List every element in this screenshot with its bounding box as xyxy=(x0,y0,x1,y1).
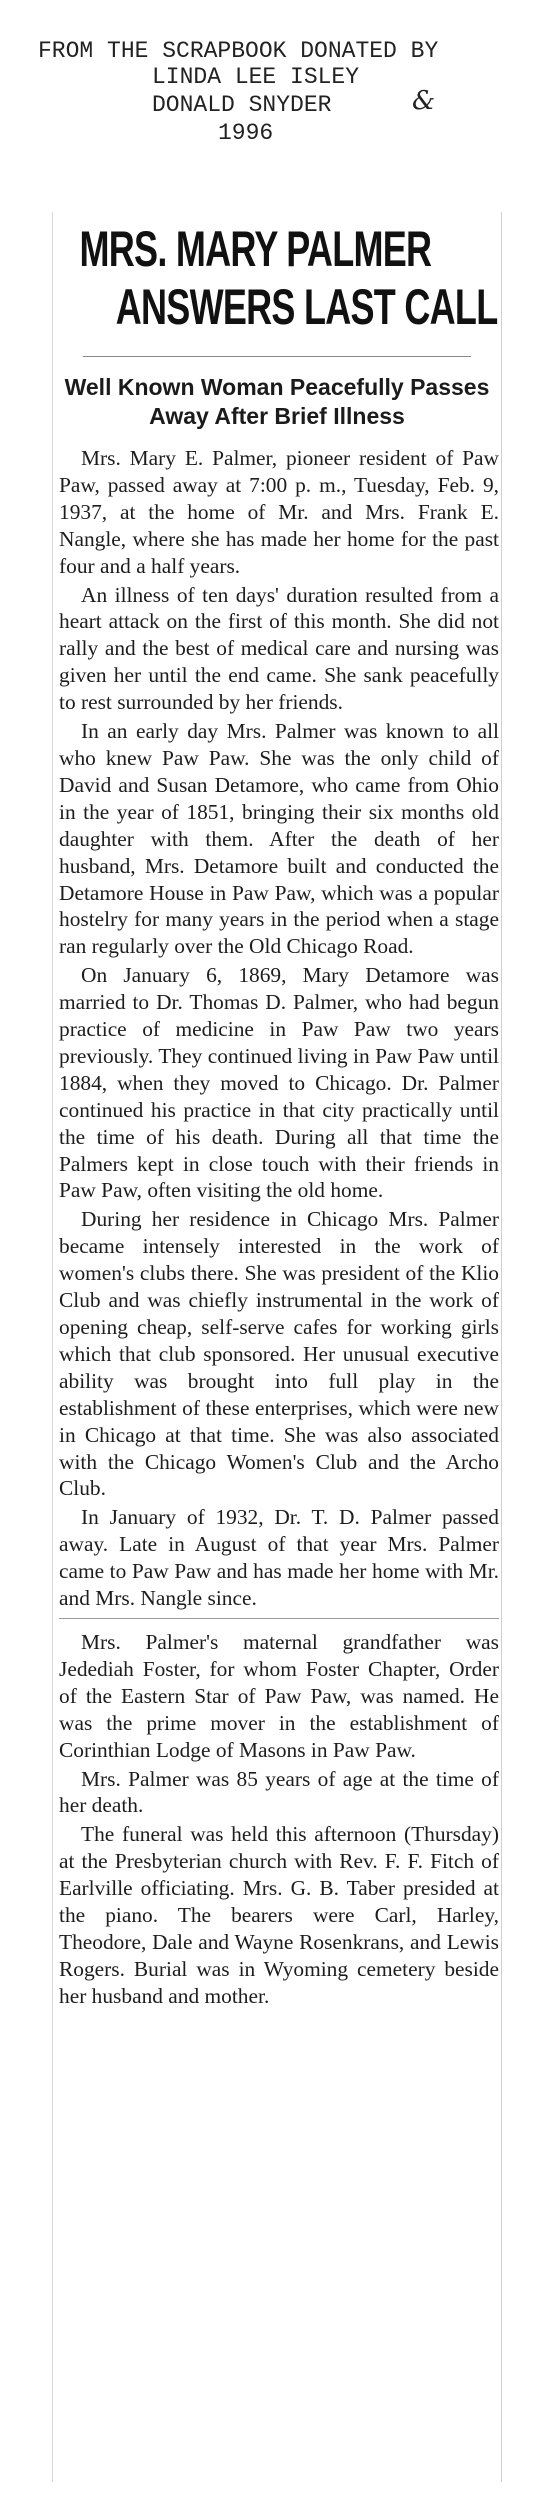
headline xyxy=(79,220,498,336)
header-line-donor-2: DONALD SNYDER xyxy=(152,92,332,118)
paragraph: On January 6, 1869, Mary Detamore was married to Dr. Thomas D. Palmer, who had begun practice of medicine in Paw Paw two years previously. They continued living in Paw Paw until 1884, when they moved to Chicago. Dr. Palmer continued his practice in that city practically until the time of his death. During all that time the Palmers kept in close touch with their friends in Paw Paw, often visiting the old home. xyxy=(59,963,499,1203)
paragraph: During her residence in Chicago Mrs. Palmer became intensely interested in the work of women's clubs there. She was president of the Klio Club and was chiefly instrumental in the work of opening cheap, self-serve cafes for working girls which that club sponsored. Her unusual executive ability was brought into full play in the establishment of these enterprises, which were new in Chicago at that time. She was also associated with the Chicago Women's Club and the Archo Club. xyxy=(59,1207,499,1501)
header-line-year: 1996 xyxy=(218,120,274,146)
headline-line-2: ANSWERS LAST CALL xyxy=(115,279,498,335)
paragraph: Mrs. Palmer's maternal grandfather was Jedediah Foster, for whom Foster Chapter, Order of the Eastern Star of Paw Paw, was named. He was the prime mover in the establishment of Corinthian Lodge of Masons in Paw Paw. xyxy=(59,1629,499,1762)
column-divider xyxy=(59,1618,499,1619)
subheadline: Well Known Woman Peacefully Passes Away After Brief Illness xyxy=(64,374,490,429)
handwritten-mark: & xyxy=(412,86,436,116)
paragraph: In January of 1932, Dr. T. D. Palmer passed away. Late in August of that year Mrs. Palmer came to Paw Paw and has made her home with Mr. and Mrs. Nangle since. xyxy=(59,1505,499,1611)
scrapbook-header xyxy=(0,0,543,175)
paragraph: An illness of ten days' duration resulted from a heart attack on the first of this month. She did not rally and the best of medical care and nursing was given her until the end came. She sank peacefully to rest surrounded by her friends. xyxy=(59,582,499,715)
headline-rule xyxy=(83,356,471,357)
paragraph: Mrs. Mary E. Palmer, pioneer resident of Paw Paw, passed away at 7:00 p. m., Tuesday, Feb. 9, 1937, at the home of Mr. and Mrs. Frank E. Nangle, where she has made her home for the past four and a half years. xyxy=(59,446,499,578)
paragraph: The funeral was held this afternoon (Thursday) at the Presbyterian church with Rev. F. F. Fitch of Earlville officiating. Mrs. G. B. Taber presided at the piano. The bearers were Carl, Harley, Theodore, Dale and Wayne Rosenkrans, and Lewis Rogers. Burial was in Wyoming cemetery beside her husband and mother. xyxy=(59,1822,499,2008)
header-line-donor-1: LINDA LEE ISLEY xyxy=(152,64,360,90)
headline-line-1: MRS. MARY PALMER xyxy=(79,221,432,277)
header-line-donated: FROM THE SCRAPBOOK DONATED BY xyxy=(38,38,439,64)
article-body xyxy=(53,445,501,2010)
paragraph: Mrs. Palmer was 85 years of age at the time of her death. xyxy=(59,1766,499,1818)
newspaper-clipping xyxy=(52,212,502,2482)
paragraph: In an early day Mrs. Palmer was known to all who knew Paw Paw. She was the only child of David and Susan Detamore, who came from Ohio in the year of 1851, bringing their six months old daughter with them. After the death of her husband, Mrs. Detamore built and conducted the Detamore House in Paw Paw, which was a popular hostelry for many years in the period when a stage ran regularly over the Old Chicago Road. xyxy=(59,719,499,959)
